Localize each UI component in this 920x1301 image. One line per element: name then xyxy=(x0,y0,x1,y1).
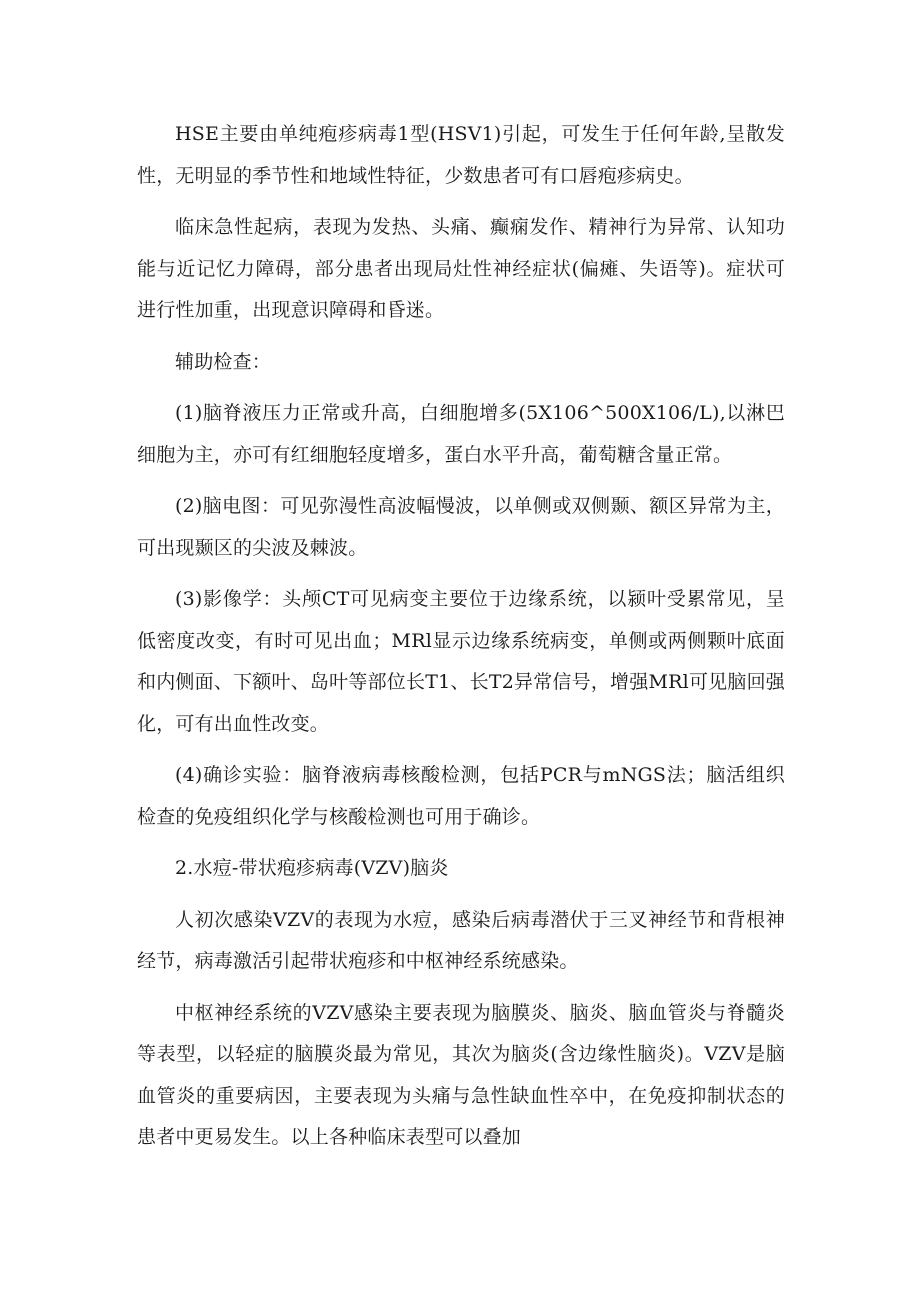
paragraph-vzv-cns-infection: 中枢神经系统的VZV感染主要表现为脑膜炎、脑炎、脑血管炎与脊髓炎等表型，以轻症的脑膜炎最为常见，其次为脑炎(含边缘性脑炎)。VZV是脑血管炎的重要病因，主要表现为头痛与急性缺血性卒中，在免疫抑制状态的患者中更易发生。以上各种临床表型可以叠加 xyxy=(137,1001,785,1148)
paragraph-auxiliary-exam-heading: 辅助检查： xyxy=(175,350,272,373)
paragraph-hse-cause: HSE主要由单纯疱疹病毒1型(HSV1)引起，可发生于任何年龄,呈散发性，无明显的季节性和地域性特征，少数患者可有口唇疱疹病史。 xyxy=(137,123,785,187)
paragraph-csf: (1)脑脊液压力正常或升高，白细胞增多(5X106^500X106/L),以淋巴细胞为主，亦可有红细胞轻度增多，蛋白水平升高，葡萄糖含量正常。 xyxy=(137,402,785,466)
paragraph-confirmatory-test: (4)确诊实验：脑脊液病毒核酸检测，包括PCR与mNGS法；脑活组织检查的免疫组织化学与核酸检测也可用于确诊。 xyxy=(137,764,785,828)
paragraph-imaging: (3)影像学：头颅CT可见病变主要位于边缘系统，以颍叶受累常见，呈低密度改变，有时可见出血；MRl显示边缘系统病变，单侧或两侧颗叶底面和内侧面、下额叶、岛叶等部位长T1、长T2异常信号，增强MRl可见脑回强化，可有出血性改变。 xyxy=(137,588,785,735)
paragraph-eeg: (2)脑电图：可见弥漫性高波幅慢波，以单侧或双侧颞、额区异常为主，可出现颞区的尖波及棘波。 xyxy=(137,495,785,559)
section-heading-vzv-encephalitis: 2.水痘-带状疱疹病毒(VZV)脑炎 xyxy=(175,857,449,879)
document-body xyxy=(137,114,785,1169)
paragraph-clinical-onset: 临床急性起病，表现为发热、头痛、癫痫发作、精神行为异常、认知功能与近记忆力障碍，部分患者出现局灶性神经症状(偏瘫、失语等)。症状可进行性加重，出现意识障碍和昏迷。 xyxy=(137,216,785,321)
paragraph-vzv-primary-infection: 人初次感染VZV的表现为水痘，感染后病毒潜伏于三叉神经节和背根神经节，病毒激活引起带状疱疹和中枢神经系统感染。 xyxy=(137,908,785,972)
